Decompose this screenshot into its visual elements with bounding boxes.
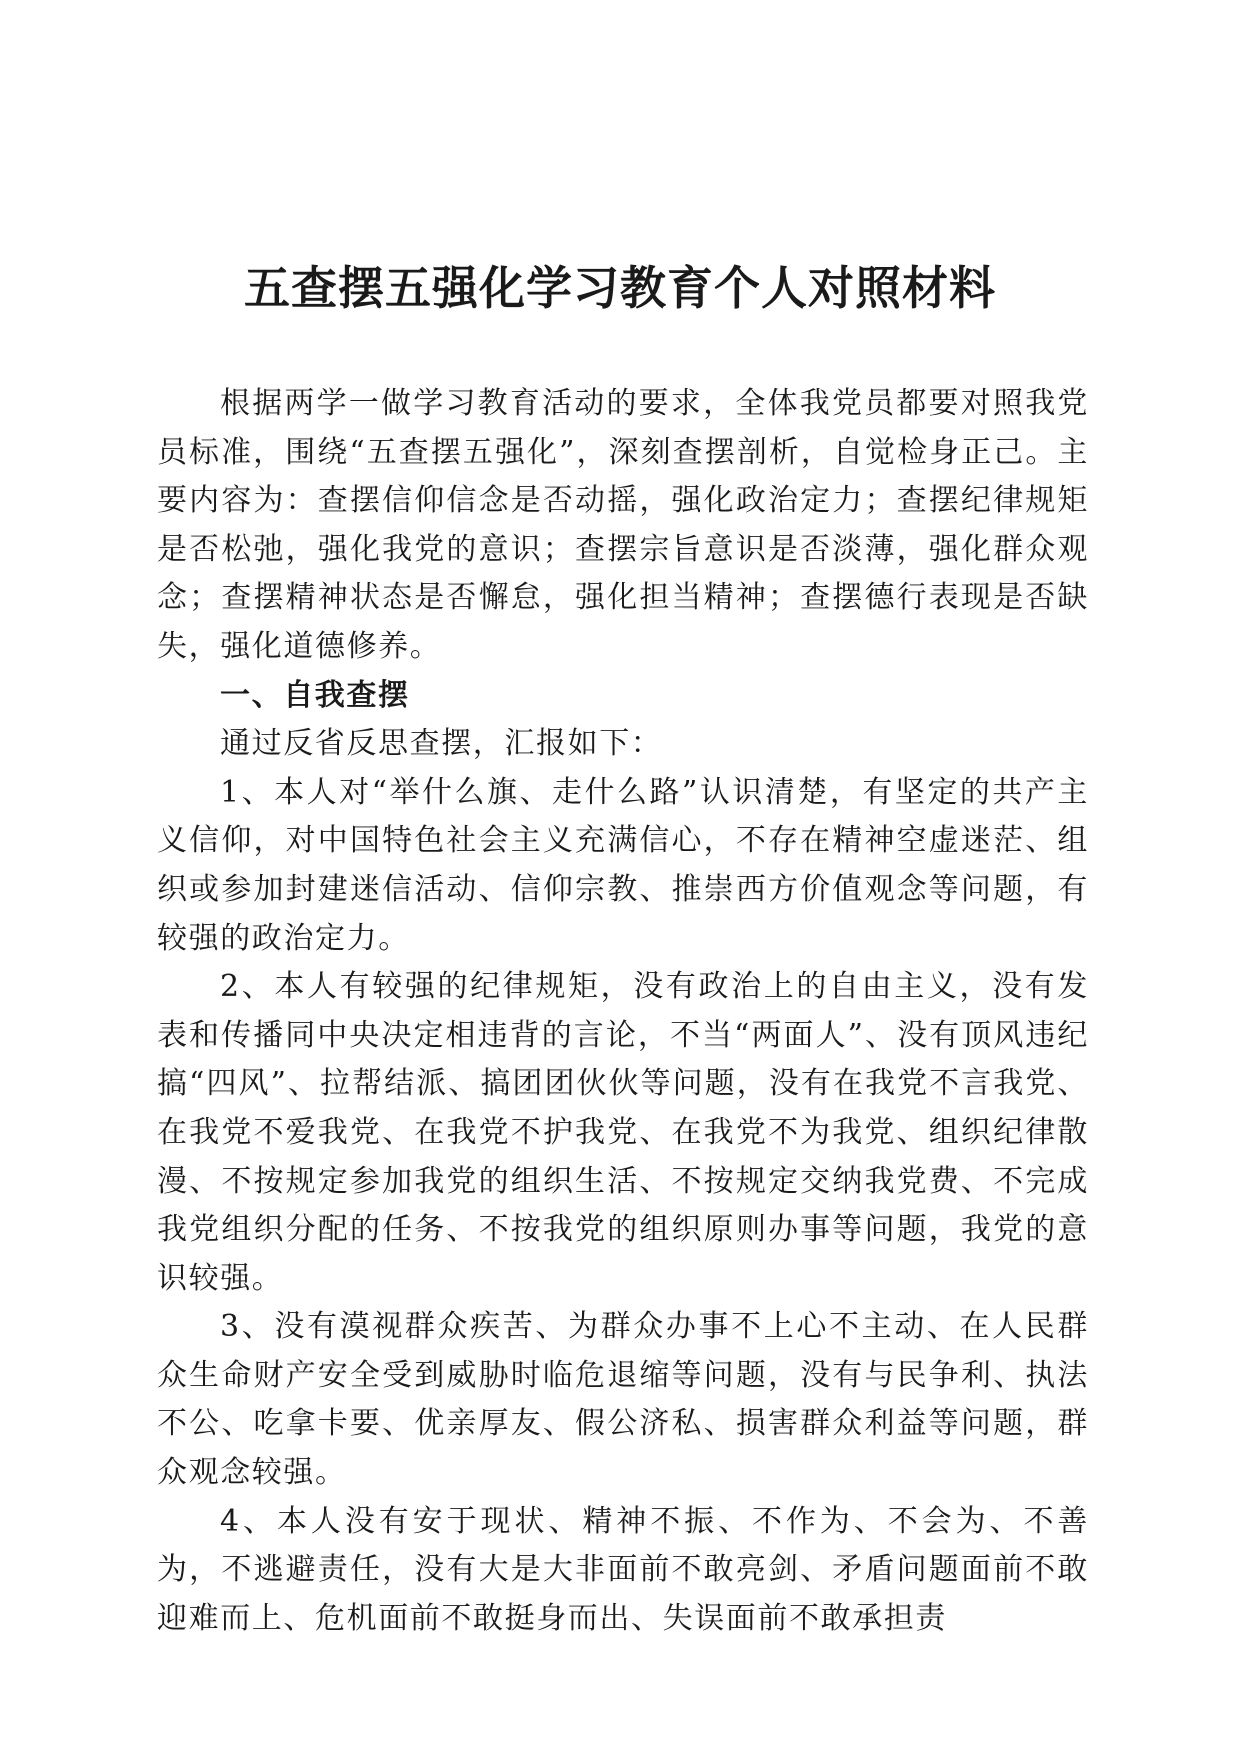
item-2-paragraph: 2、本人有较强的纪律规矩，没有政治上的自由主义，没有发表和传播同中央决定相违背的言论，不当“两面人”、没有顶风违纪搞“四风”、拉帮结派、搞团团伙伙等问题，没有在我党不言我党、在我党不爱我党、在我党不护我党、在我党不为我党、组织纪律散漫、不按规定参加我党的组织生活、不按规定交纳我党费、不完成我党组织分配的任务、不按我党的组织原则办事等问题，我党的意识较强。 [157, 969, 1089, 1296]
section-lead-paragraph: 通过反省反思查摆，汇报如下： [220, 726, 663, 762]
document-body [157, 380, 1089, 1643]
section-heading-self-check: 一、自我查摆 [220, 677, 410, 713]
item-3-paragraph: 3、没有漠视群众疾苦、为群众办事不上心不主动、在人民群众生命财产安全受到威胁时临危退缩等问题，没有与民争利、执法不公、吃拿卡要、优亲厚友、假公济私、损害群众利益等问题，群众观念较强。 [157, 1309, 1089, 1491]
document-title: 五查摆五强化学习教育个人对照材料 [244, 261, 996, 315]
item-1-paragraph: 1、本人对“举什么旗、走什么路”认识清楚，有坚定的共产主义信仰，对中国特色社会主义充满信心，不存在精神空虚迷茫、组织或参加封建迷信活动、信仰宗教、推崇西方价值观念等问题，有较强的政治定力。 [157, 774, 1089, 956]
item-4-paragraph: 4、本人没有安于现状、精神不振、不作为、不会为、不善为，不逃避责任，没有大是大非面前不敢亮剑、矛盾问题面前不敢迎难而上、危机面前不敢挺身而出、失误面前不敢承担责 [157, 1503, 1089, 1636]
intro-paragraph: 根据两学一做学习教育活动的要求，全体我党员都要对照我党员标准，围绕“五查摆五强化”，深刻查摆剖析，自觉检身正己。主要内容为：查摆信仰信念是否动摇，强化政治定力；查摆纪律规矩是否松弛，强化我党的意识；查摆宗旨意识是否淡薄，强化群众观念；查摆精神状态是否懈怠，强化担当精神；查摆德行表现是否缺失，强化道德修养。 [157, 386, 1089, 664]
